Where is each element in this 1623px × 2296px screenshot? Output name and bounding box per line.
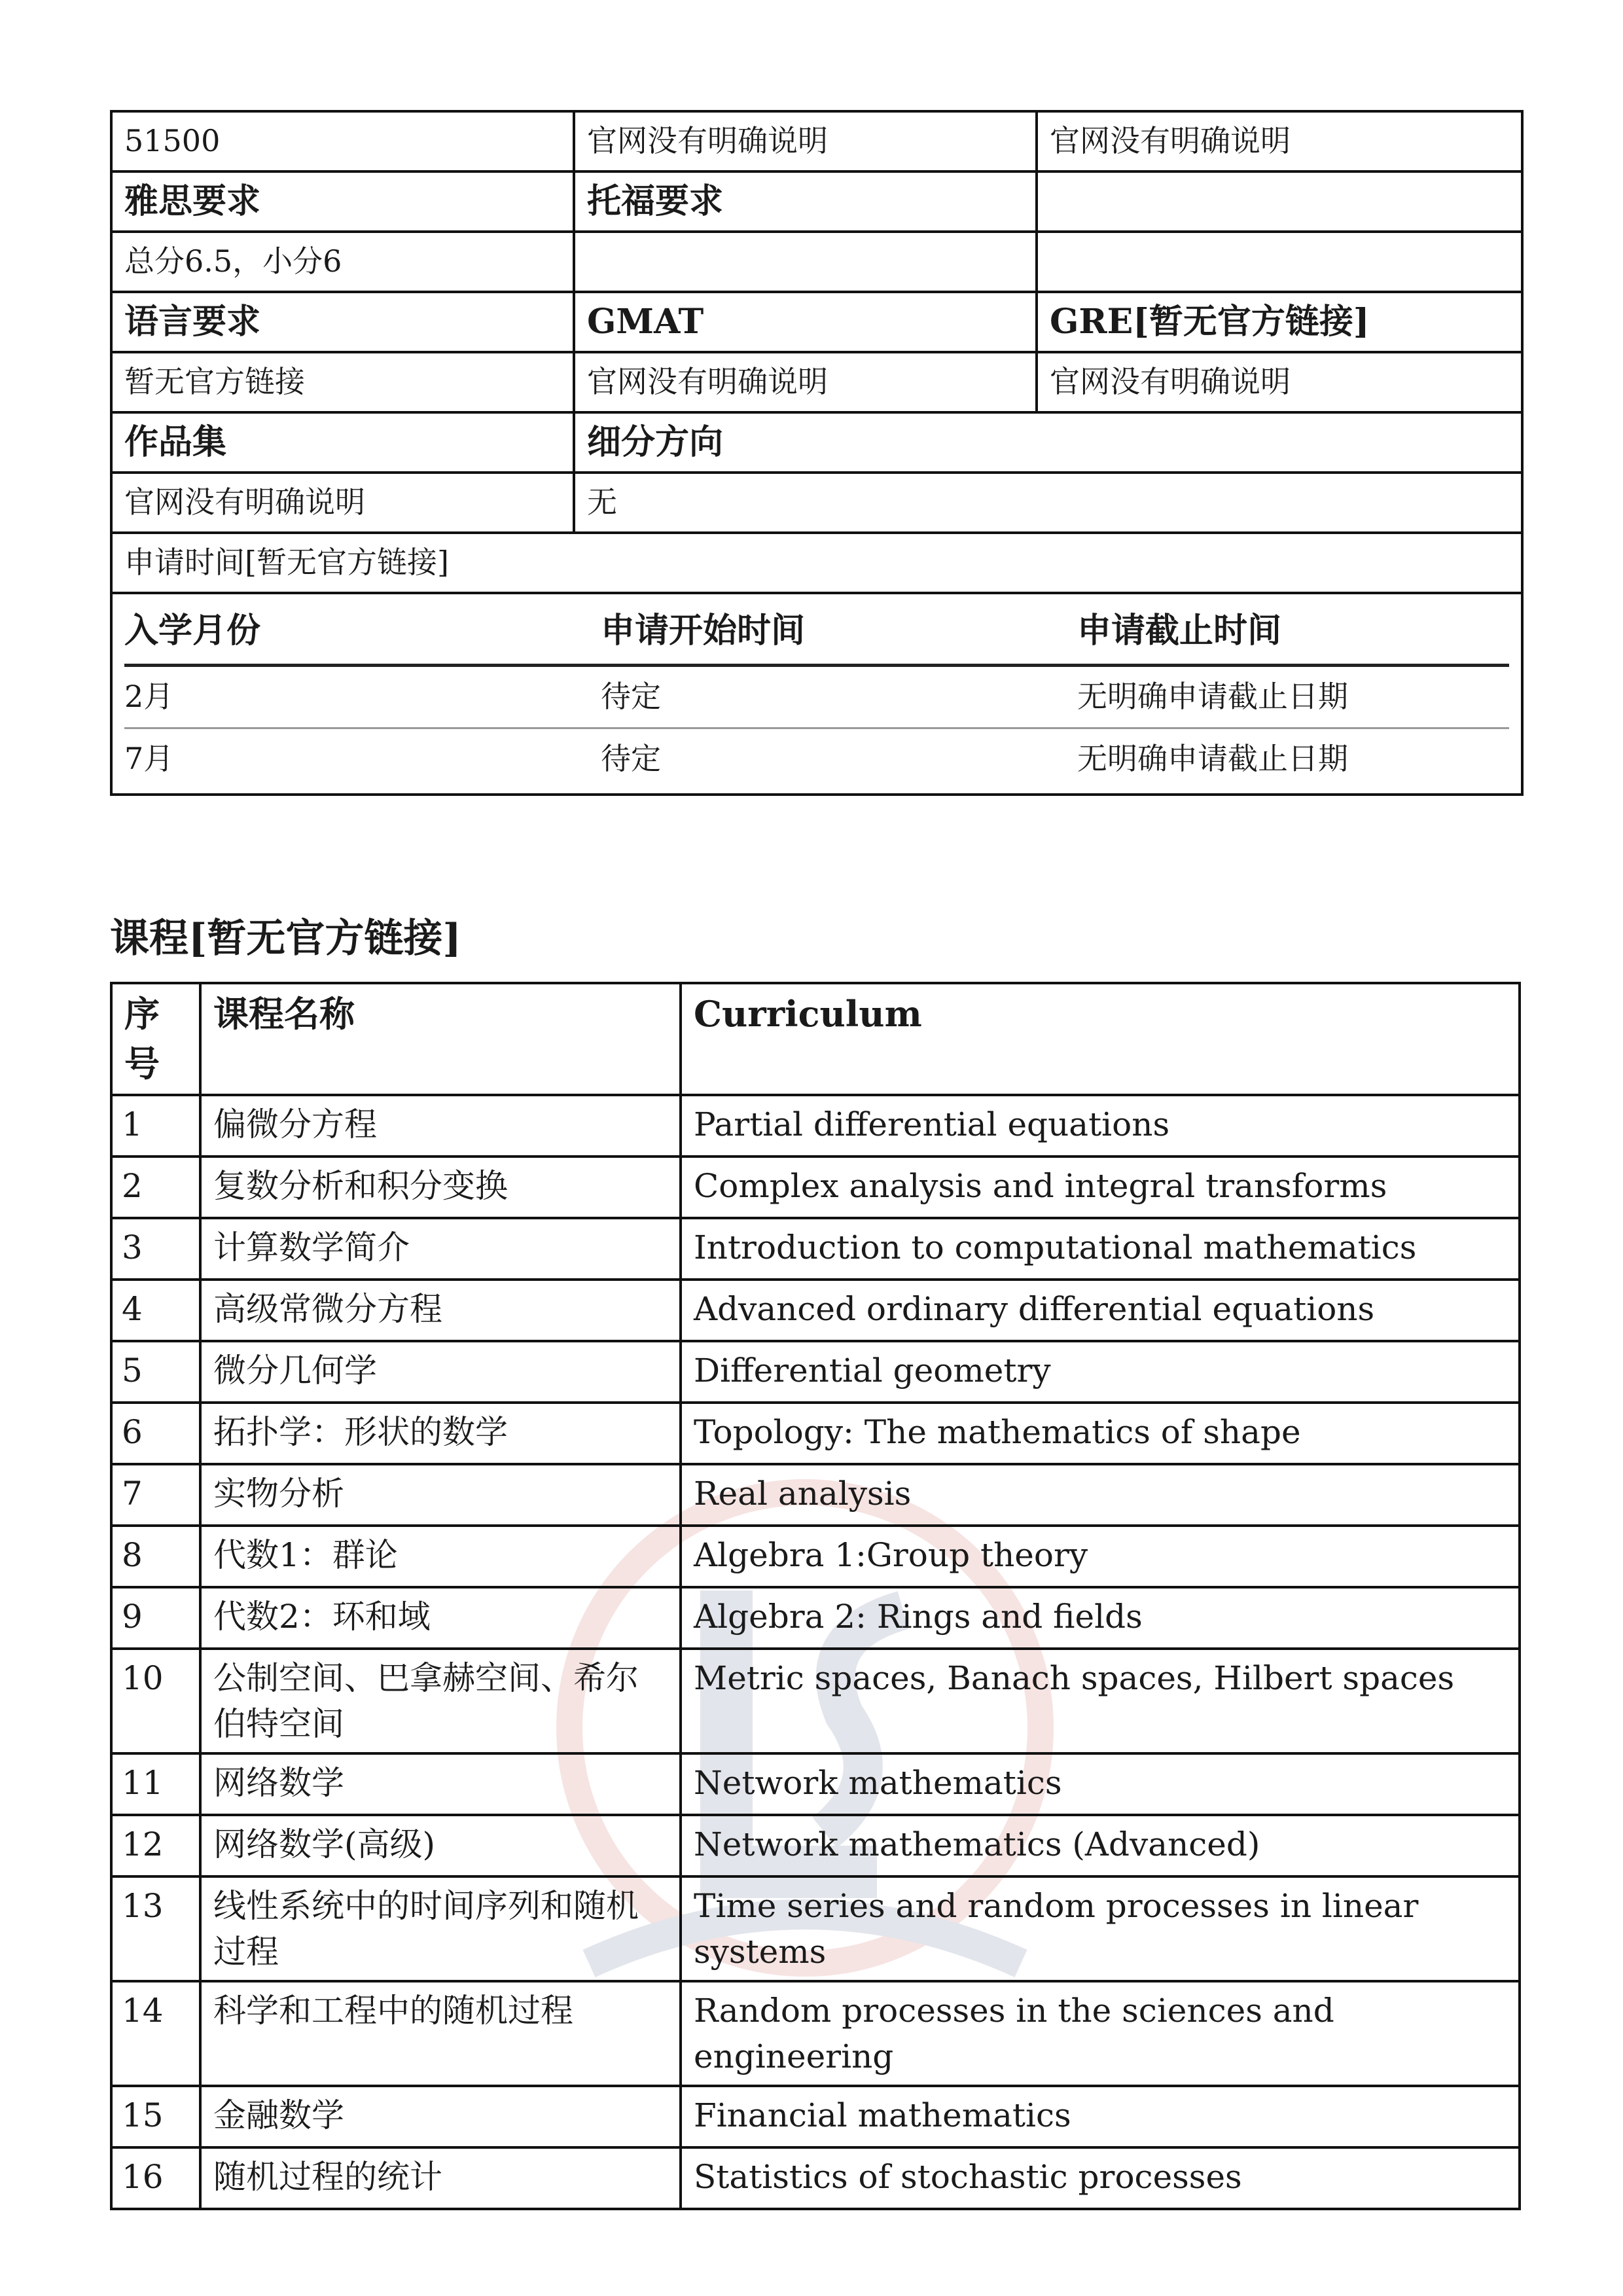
apply-start-header: 申请开始时间 [601,598,1077,666]
course-curriculum: Network mathematics [681,1753,1520,1815]
courses-header-row [111,983,1520,1095]
course-index: 5 [111,1341,200,1403]
course-index: 4 [111,1280,200,1341]
course-index: 1 [111,1095,200,1157]
fee-col2-value: 官网没有明确说明 [574,111,1037,171]
course-curriculum: Random processes in the sciences and engineering [681,1981,1520,2086]
tuition-value: 51500 [111,111,574,171]
apply-time-table [124,598,1509,789]
course-name: 实物分析 [200,1464,681,1526]
table-row [111,2086,1520,2147]
toefl-header: 托福要求 [574,171,1037,232]
apply-start: 待定 [601,741,661,777]
course-index: 6 [111,1403,200,1464]
apply-time-cell [111,593,1522,795]
course-curriculum: Algebra 2: Rings and fields [681,1587,1520,1649]
course-name: 代数1：群论 [200,1526,681,1587]
course-name: 代数2：环和域 [200,1587,681,1649]
course-name: 金融数学 [200,2086,681,2147]
table-row [124,666,1509,728]
course-curriculum: Statistics of stochastic processes [681,2147,1520,2209]
intake-month: 2月 [124,666,601,728]
gmat-value: 官网没有明确说明 [574,352,1037,412]
table-row [111,1649,1520,1753]
language-header: 语言要求 [111,292,574,352]
table-row [111,1095,1520,1157]
table-row [111,1464,1520,1526]
gre-header: GRE[暂无官方链接] [1037,292,1522,352]
course-curriculum: Algebra 1:Group theory [681,1526,1520,1587]
course-name: 线性系统中的时间序列和随机过程 [200,1876,681,1981]
intake-month: 7月 [124,741,174,777]
table-row [124,728,1509,790]
course-index: 15 [111,2086,200,2147]
course-name-header: 课程名称 [200,983,681,1095]
page [110,110,1521,2210]
course-name: 网络数学(高级) [200,1815,681,1876]
course-curriculum: Advanced ordinary differential equations [681,1280,1520,1341]
table-row [111,1280,1520,1341]
courses-table [110,982,1521,2210]
portfolio-value: 官网没有明确说明 [111,473,574,533]
course-curriculum: Financial mathematics [681,2086,1520,2147]
course-name: 偏微分方程 [200,1095,681,1157]
empty-cell [1037,232,1522,292]
ielts-value: 总分6.5，小分6 [111,232,574,292]
course-index: 2 [111,1157,200,1218]
direction-header: 细分方向 [574,412,1522,473]
course-name: 随机过程的统计 [200,2147,681,2209]
course-index: 8 [111,1526,200,1587]
course-curriculum: Complex analysis and integral transforms [681,1157,1520,1218]
course-name: 计算数学简介 [200,1218,681,1280]
table-row [111,1876,1520,1981]
course-curriculum: Differential geometry [681,1341,1520,1403]
course-index: 7 [111,1464,200,1526]
course-name: 高级常微分方程 [200,1280,681,1341]
index-header: 序号 [111,983,200,1095]
program-info-table [110,110,1524,796]
course-index: 16 [111,2147,200,2209]
gmat-header: GMAT [574,292,1037,352]
course-index: 12 [111,1815,200,1876]
course-index: 3 [111,1218,200,1280]
apply-deadline-header: 申请截止时间 [1077,598,1509,666]
table-row [111,1753,1520,1815]
language-value: 暂无官方链接 [111,352,574,412]
table-row [111,2147,1520,2209]
course-index: 11 [111,1753,200,1815]
course-name: 科学和工程中的随机过程 [200,1981,681,2086]
table-row [111,1526,1520,1587]
table-row [111,1403,1520,1464]
empty-cell [1037,171,1522,232]
apply-deadline: 无明确申请截止日期 [1077,741,1348,777]
apply-start: 待定 [601,666,1077,728]
table-row [111,1341,1520,1403]
course-curriculum: Network mathematics (Advanced) [681,1815,1520,1876]
ielts-header: 雅思要求 [111,171,574,232]
course-curriculum: Metric spaces, Banach spaces, Hilbert spaces [681,1649,1520,1753]
fee-col3-value: 官网没有明确说明 [1037,111,1522,171]
course-name: 公制空间、巴拿赫空间、希尔伯特空间 [200,1649,681,1753]
course-name: 复数分析和积分变换 [200,1157,681,1218]
course-curriculum: Partial differential equations [681,1095,1520,1157]
table-row [111,1157,1520,1218]
portfolio-header: 作品集 [111,412,574,473]
course-curriculum: Time series and random processes in linear systems [681,1876,1520,1981]
course-curriculum: Introduction to computational mathematics [681,1218,1520,1280]
course-index: 13 [111,1876,200,1981]
table-row [111,1218,1520,1280]
course-index: 9 [111,1587,200,1649]
intake-month-header: 入学月份 [124,598,601,666]
table-row [111,1981,1520,2086]
course-name: 网络数学 [200,1753,681,1815]
course-curriculum: Real analysis [681,1464,1520,1526]
direction-value: 无 [574,473,1522,533]
apply-time-label: 申请时间[暂无官方链接] [111,533,1522,593]
course-name: 微分几何学 [200,1341,681,1403]
curriculum-header: Curriculum [681,983,1520,1095]
course-name: 拓扑学：形状的数学 [200,1403,681,1464]
table-row [111,1815,1520,1876]
course-curriculum: Topology: The mathematics of shape [681,1403,1520,1464]
apply-deadline: 无明确申请截止日期 [1077,666,1509,728]
courses-title: 课程[暂无官方链接] [110,916,461,961]
table-row [111,1587,1520,1649]
toefl-value [574,232,1037,292]
course-index: 10 [111,1649,200,1753]
course-index: 14 [111,1981,200,2086]
gre-value: 官网没有明确说明 [1037,352,1522,412]
